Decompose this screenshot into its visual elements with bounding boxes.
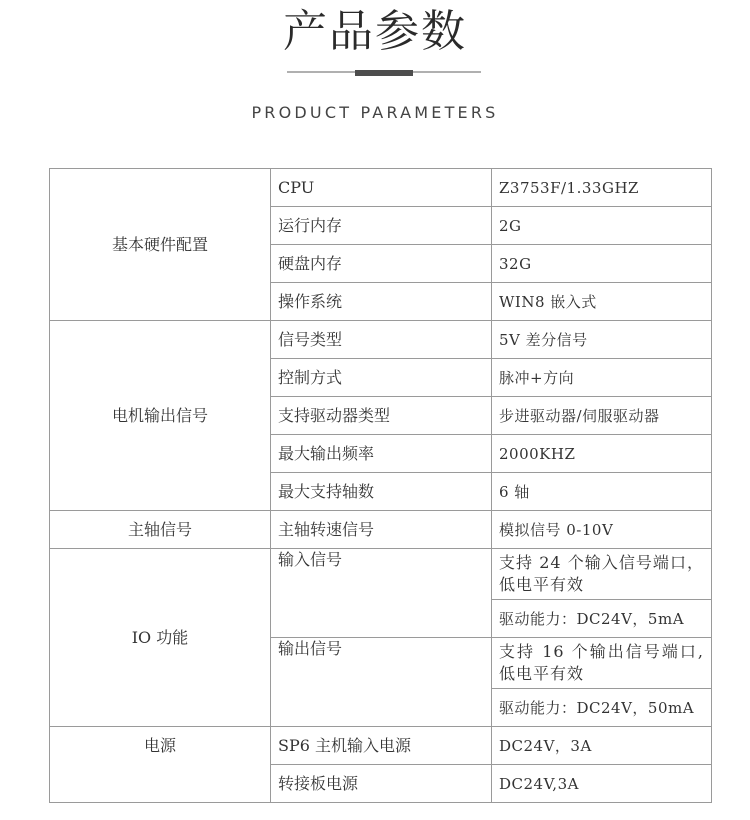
title-divider-accent (355, 70, 413, 76)
page-title: 产品参数 (283, 6, 467, 57)
value-cell: 驱动能力：DC24V，50mA (492, 689, 712, 727)
value-cell: DC24V，3A (492, 727, 712, 765)
value-cell: Z3753F/1.33GHZ (492, 169, 712, 207)
value-cell: 32G (492, 245, 712, 283)
value-cell: WIN8 嵌入式 (492, 283, 712, 321)
param-cell: 转接板电源 (271, 765, 492, 803)
table-row (50, 549, 712, 600)
value-text: 支持 24 个输入信号端口，低电平有效 (499, 553, 704, 594)
value-cell: 模拟信号 0-10V (492, 511, 712, 549)
table-row (50, 511, 712, 549)
param-cell: 硬盘内存 (271, 245, 492, 283)
param-cell: 最大输出频率 (271, 435, 492, 473)
value-cell: DC24V,3A (492, 765, 712, 803)
param-cell: 输出信号 (271, 638, 492, 727)
category-cell: 基本硬件配置 (50, 169, 271, 321)
category-cell: 电机输出信号 (50, 321, 271, 511)
table-row (50, 727, 712, 765)
param-cell: 信号类型 (271, 321, 492, 359)
value-cell (492, 638, 712, 689)
param-cell: 支持驱动器类型 (271, 397, 492, 435)
category-cell: 主轴信号 (50, 511, 271, 549)
value-cell: 驱动能力：DC24V，5mA (492, 600, 712, 638)
param-cell: 运行内存 (271, 207, 492, 245)
value-cell: 6 轴 (492, 473, 712, 511)
param-cell: CPU (271, 169, 492, 207)
param-cell: 控制方式 (271, 359, 492, 397)
value-cell: 步进驱动器/伺服驱动器 (492, 397, 712, 435)
table-row (50, 169, 712, 207)
category-cell: IO 功能 (50, 549, 271, 727)
param-cell: 最大支持轴数 (271, 473, 492, 511)
table-row (50, 321, 712, 359)
value-cell (492, 549, 712, 600)
value-cell: 2000KHZ (492, 435, 712, 473)
parameters-table (49, 168, 712, 803)
category-cell: 电源 (50, 727, 271, 803)
param-cell: 主轴转速信号 (271, 511, 492, 549)
param-cell: 操作系统 (271, 283, 492, 321)
value-cell: 2G (492, 207, 712, 245)
value-text: 支持 16 个输出信号端口,低电平有效 (499, 642, 704, 683)
value-cell: 5V 差分信号 (492, 321, 712, 359)
param-cell: 输入信号 (271, 549, 492, 638)
page-subtitle: PRODUCT PARAMETERS (251, 103, 499, 122)
value-cell: 脉冲+方向 (492, 359, 712, 397)
param-cell: SP6 主机输入电源 (271, 727, 492, 765)
